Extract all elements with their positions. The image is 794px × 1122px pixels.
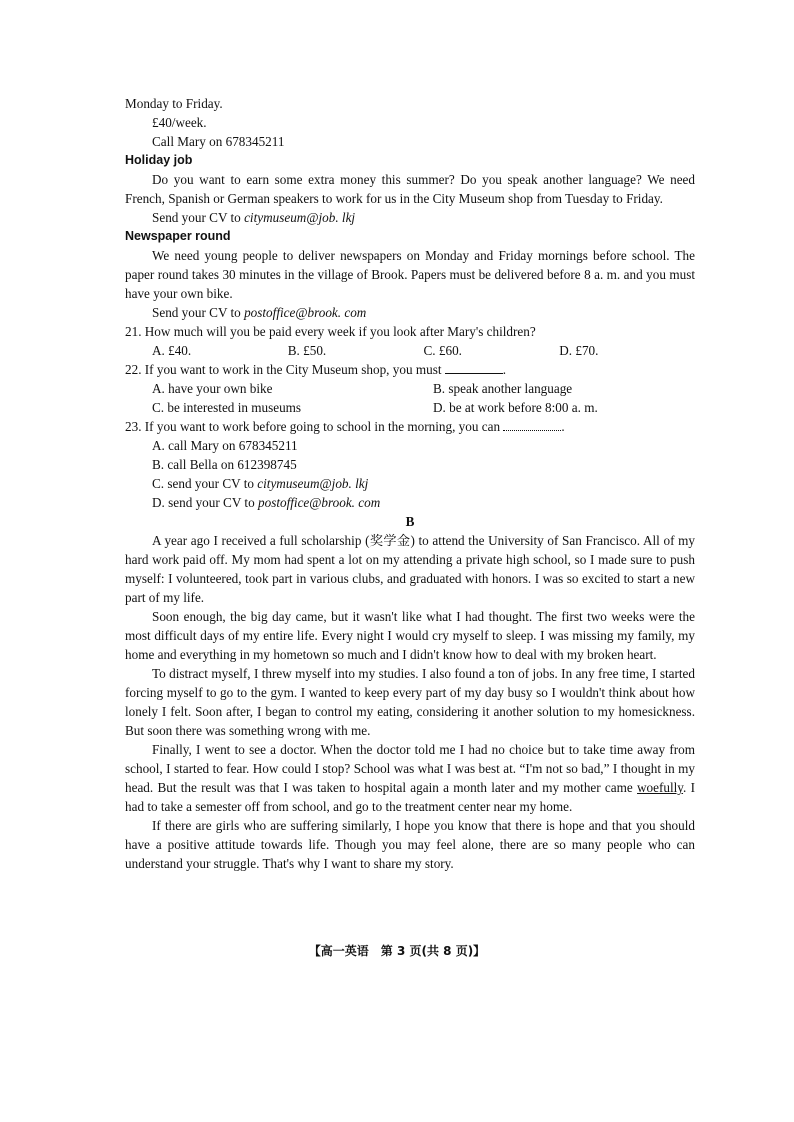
passage-b-paragraph-1: A year ago I received a full scholarship (奖学金) to attend the University of San Francisco. All of my hard work paid off. My mom had spent a lot on my attending a private high school, so I made sure to push myself: I volunteered, took part in various clubs, and graduated with honors. I was so excited to start a new part of my life.: [125, 533, 695, 605]
option-a: A. call Mary on 678345211: [152, 438, 298, 453]
option-a: A. £40.: [152, 343, 192, 358]
option-c-email: citymuseum@job. lkj: [257, 476, 369, 491]
newspaper-text: We need young people to deliver newspapers on Monday and Friday mornings before school. The paper round takes 30 minutes in the village of Brook. Papers must be delivered before 8 a. m. and you must have your own bike.: [125, 248, 695, 301]
option-d-email: postoffice@brook. com: [258, 495, 381, 510]
question-21: 21. How much will you be paid every week if you look after Mary's children?: [125, 324, 536, 339]
question-22: [125, 360, 695, 379]
ad-pay: £40/week.: [152, 115, 207, 130]
page-footer: 【高一英语 第 3 页(共 8 页)】: [308, 944, 486, 958]
option-a: A. have your own bike: [152, 381, 273, 396]
option-d: D. £70.: [559, 343, 599, 358]
answer-blank: [445, 361, 503, 374]
question-23: [125, 417, 695, 436]
question-22-stem: 22. If you want to work in the City Museum shop, you must: [125, 362, 445, 377]
option-c: C. be interested in museums: [152, 400, 302, 415]
question-23-stem: 23. If you want to work before going to school in the morning, you can: [125, 419, 504, 434]
holiday-email: citymuseum@job. lkj: [244, 210, 356, 225]
question-23-end: .: [561, 419, 565, 434]
newspaper-cv: [125, 303, 695, 322]
passage-b-paragraph-5: If there are girls who are suffering similarly, I hope you know that there is hope and that you should have a positive attitude towards life. Though you may feel alone, there are so many people who can understand your struggle. That's why I want to share my story.: [125, 818, 695, 871]
newspaper-cv-prefix: Send your CV to: [152, 305, 245, 320]
passage-b-paragraph-2: Soon enough, the big day came, but it wasn't like what I had thought. The first two weeks were the most difficult days of my entire life. Every night I would cry myself to sleep. I was missing my family, my home and everything in my hometown so much and I didn't know how to deal with my broken heart.: [125, 609, 695, 662]
option-d-prefix: D. send your CV to: [152, 495, 258, 510]
question-22-options-row1: [125, 379, 695, 398]
holiday-job-cv: [125, 208, 695, 227]
ad-days: Monday to Friday.: [125, 96, 223, 111]
option-d: [125, 493, 695, 512]
ad-contact: Call Mary on 678345211: [152, 134, 285, 149]
holiday-job-text: Do you want to earn some extra money this summer? Do you speak another language? We need French, Spanish or German speakers to work for us in the City Museum shop from Tuesday to Friday.: [125, 172, 695, 206]
question-22-options-row2: [125, 398, 695, 417]
holiday-cv-prefix: Send your CV to: [152, 210, 245, 225]
option-c: C. £60.: [423, 343, 462, 358]
option-b: B. speak another language: [433, 381, 573, 396]
option-b: B. £50.: [287, 343, 327, 358]
paragraph-4-end: . I had to take a semester off from school, and go to the treatment center near my home.: [125, 780, 695, 814]
newspaper-heading: Newspaper round: [125, 229, 231, 243]
option-c: [125, 474, 695, 493]
passage-b-paragraph-4: [125, 740, 695, 816]
option-d: D. be at work before 8:00 a. m.: [433, 400, 598, 415]
question-22-end: .: [502, 362, 507, 377]
paragraph-4-text: Finally, I went to see a doctor. When the doctor told me I had no choice but to take time away from school, I started to fear. How could I stop? School was what I was best at. “I'm not so bad,” I thought in my head. But the result was that I was taken to hospital again a month later and my mother came: [125, 742, 695, 795]
page-content: [125, 94, 695, 873]
option-b: B. call Bella on 612398745: [152, 457, 297, 472]
answer-blank: [503, 418, 561, 431]
question-21-options: [125, 341, 695, 360]
newspaper-email: postoffice@brook. com: [244, 305, 367, 320]
underlined-word: woefully: [637, 780, 684, 795]
passage-b-paragraph-3: To distract myself, I threw myself into my studies. I also found a ton of jobs. In any free time, I started forcing myself to go to the gym. I wanted to keep every part of my day busy so I wouldn't think about how lonely I felt. Soon after, I began to control my eating, considering it another solution to my homesickness. But soon there was something wrong with me.: [125, 666, 695, 738]
option-c-prefix: C. send your CV to: [152, 476, 258, 491]
holiday-job-heading: Holiday job: [125, 153, 193, 167]
section-b-label: B: [405, 514, 415, 529]
